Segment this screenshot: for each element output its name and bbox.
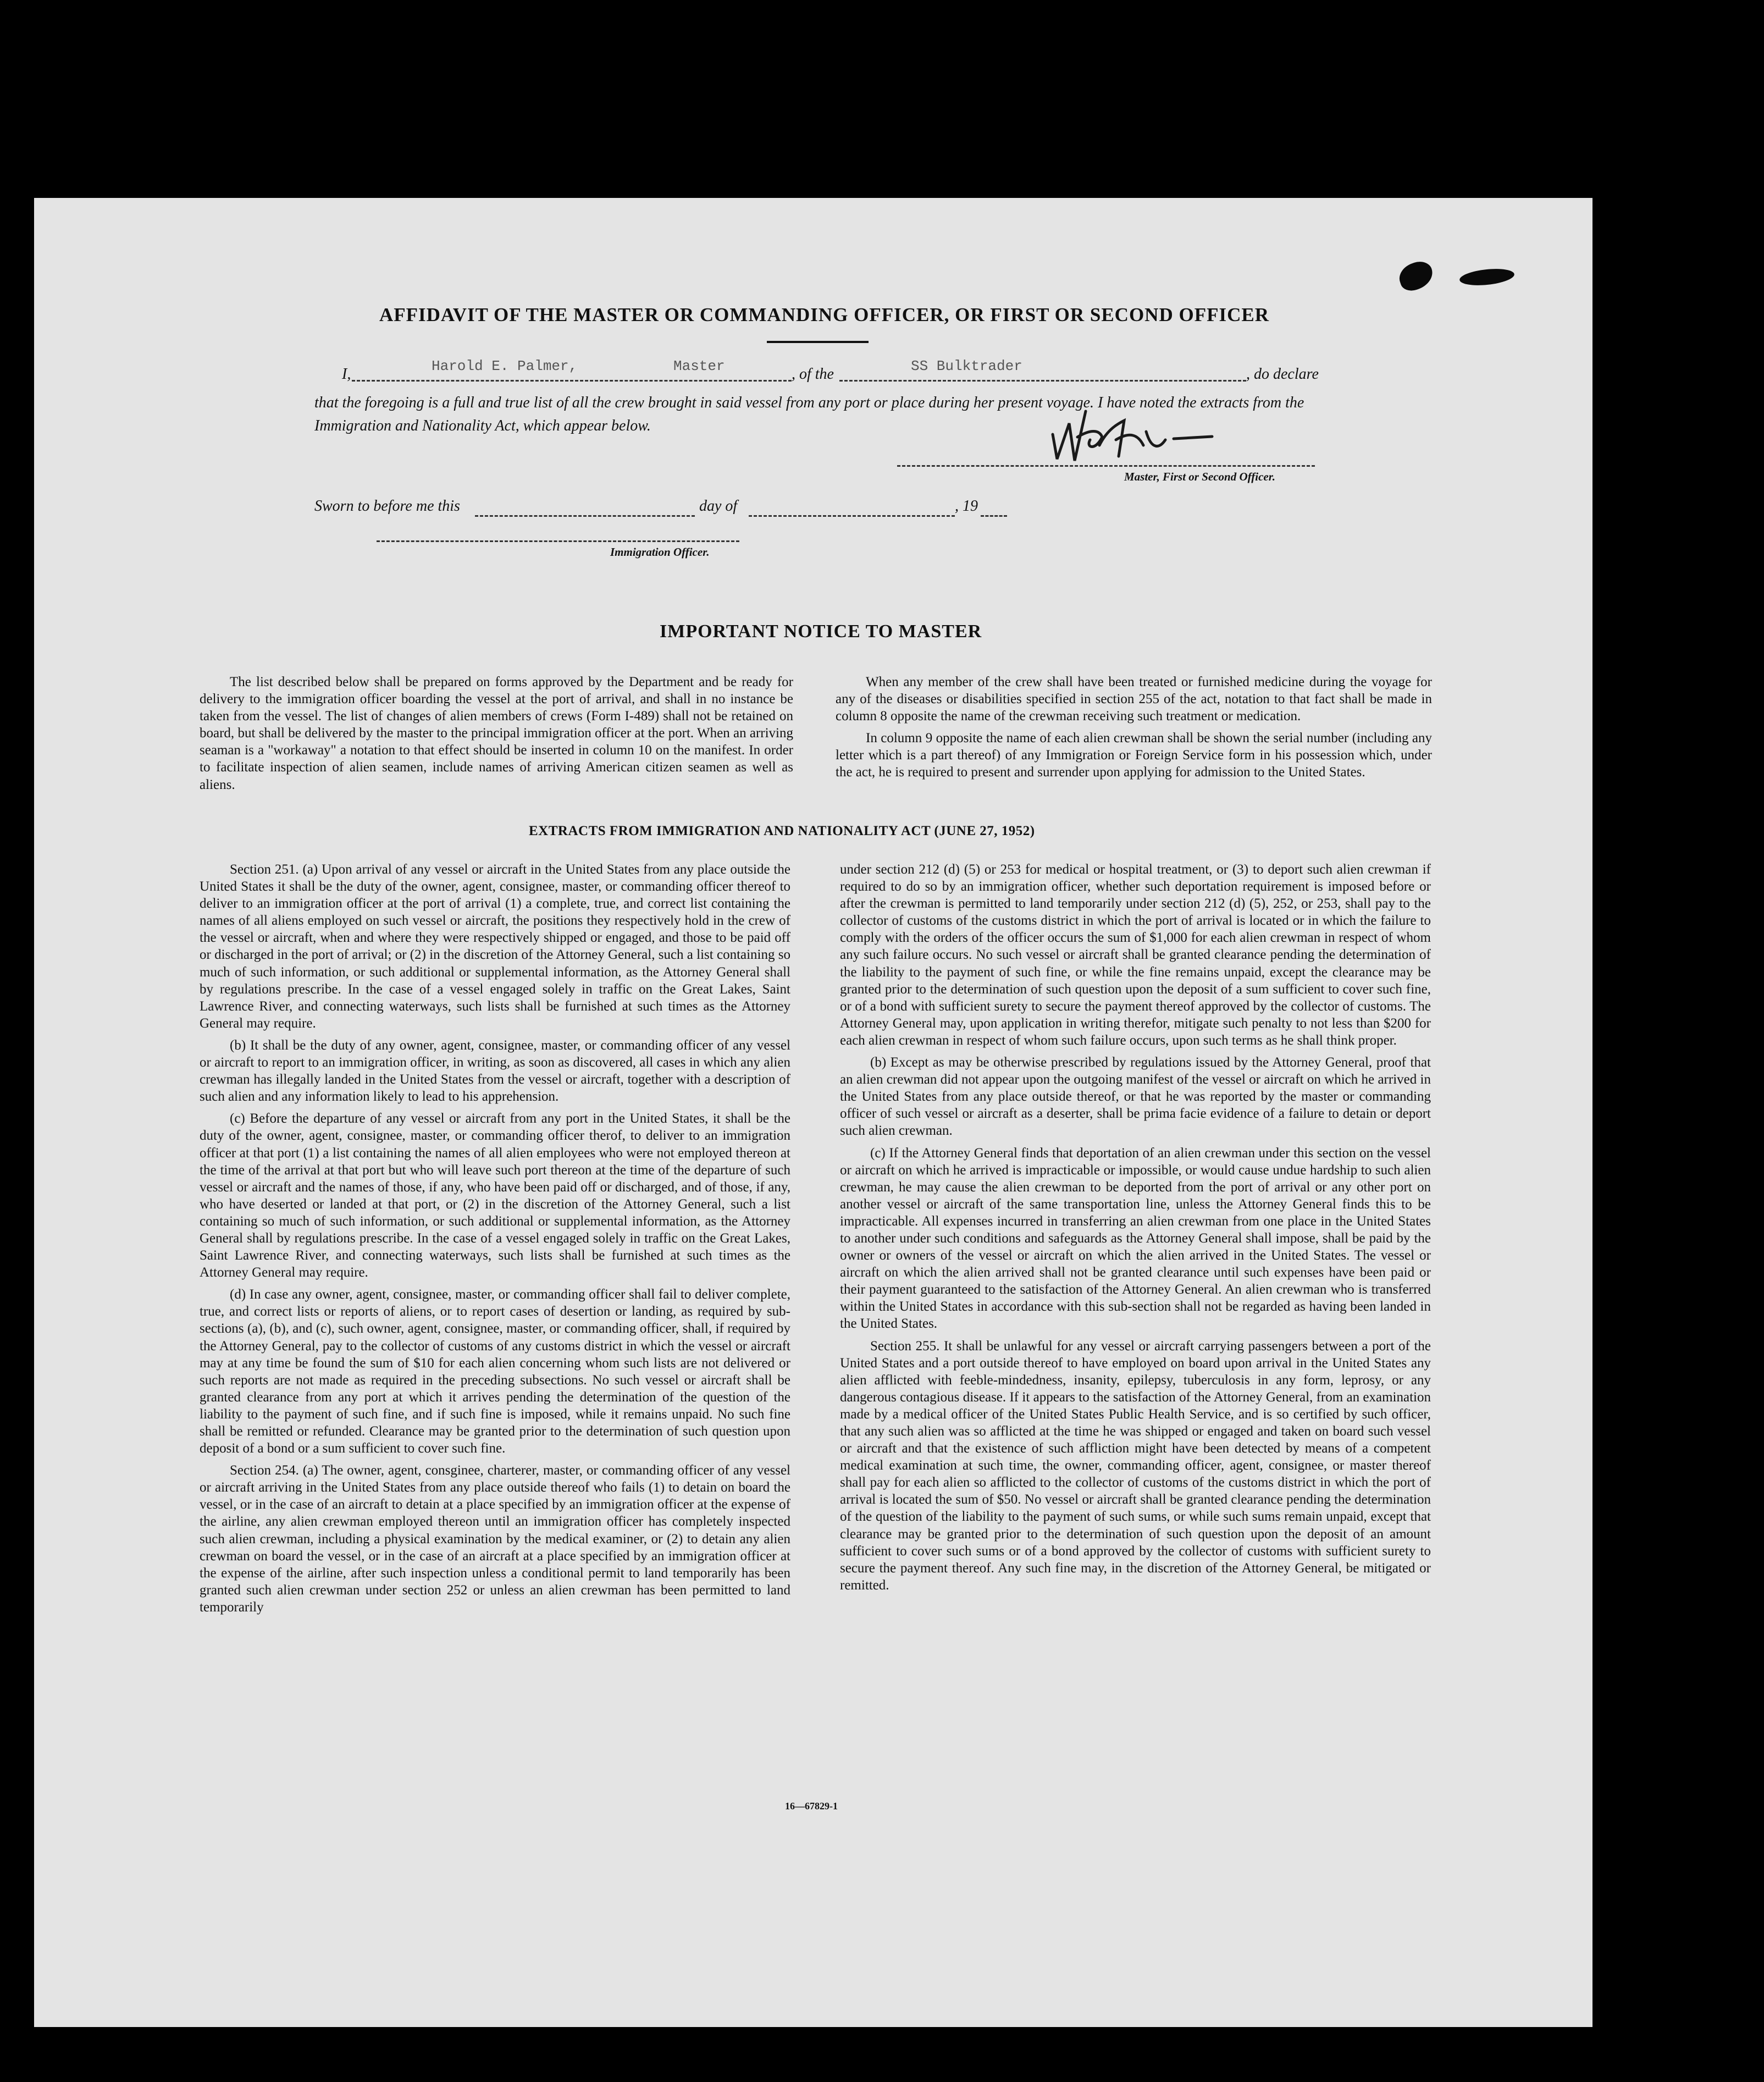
- section-paragraph: (b) It shall be the duty of any owner, agent, consignee, master, or commanding officer of any vessel or aircraft to report to an immigration officer, in writing, as soon as discovered, all cases in which any alien crewman has illegally landed in the United States from the vessel or aircraft, together with a description of such alien and any information likely to lead to his apprehension.: [200, 1037, 790, 1104]
- rank-value: Master: [673, 358, 725, 374]
- form-number: 16—67829-1: [785, 1801, 838, 1812]
- sworn-day-field[interactable]: [475, 495, 695, 517]
- vessel-value: SS Bulktrader: [911, 358, 1022, 374]
- notice-left-column: [200, 673, 793, 793]
- sworn-year-field[interactable]: [981, 495, 1007, 517]
- master-signature: [1047, 407, 1256, 467]
- title-underline: [767, 341, 869, 343]
- sworn-line: [314, 498, 1007, 520]
- declaration-text: that the foregoing is a full and true list of all the crew brought in said vessel from any port or place during her present voyage. I have noted the extracts from the Immigration and Nationality Act, which appear below.: [314, 394, 1304, 434]
- of-the-label: , of the: [792, 366, 834, 383]
- section-paragraph: (c) Before the departure of any vessel or aircraft from any port in the United States, it shall be the duty of the owner, agent, consignee, master, or commanding officer therof, to deliver to an immigration officer at that port (1) a list containing the names of all alien employees who were not employed thereon at the time of the arrival at that port but who will leave such port thereon at the time of the departure of such vessel or aircraft and the names of those, if any, who have been paid off or discharged, and of those, if any, who have deserted or landed at that port, or (2) in the discretion of the Attorney General, such a list containing so much of such information, or such additional or supplemental information, as the Attorney General shall by regulations prescribe. In the case of a vessel engaged solely in traffic on the Great Lakes, Saint Lawrence River, and connecting waterways, such lists shall be furnished at such times as the Attorney General may require.: [200, 1111, 790, 1280]
- name-field[interactable]: [352, 360, 792, 382]
- section-paragraph: Section 255. It shall be unlawful for any vessel or aircraft carrying passengers between a port of the United States and a port outside thereof to have employed on board upon arrival in the United States any alien afflicted with feeble-mindedness, insanity, epilepsy, tuberculosis in any form, leprosy, or any dangerous contagious disease. If it appears to the satisfaction of the Attorney General, from an examination made by a medical officer of the United States Public Health Service, and is so certified by such officer, that any such alien was so afflicted at the time he was shipped or engaged and taken on board such vessel or aircraft and that the existence of such affliction might have been detected by means of a competent medical examination at such time, the owner, commanding officer, agent, consignee, or master thereof shall pay for each alien so afflicted to the collector of customs of the customs district in which the port of arrival is located the sum of $50. No vessel or aircraft shall be granted clearance pending the determination of the question of the liability to the payment of such sums, or while such sums remain unpaid, except that clearance may be granted prior to the determination of such question upon the deposit of an amount sufficient to cover such sums or of a bond approved by the collector of customs with sufficient surety to secure the payment thereof. Any such fine may, in the discretion of the Attorney General, be mitigated or remitted.: [840, 1338, 1431, 1593]
- section-paragraph: under section 212 (d) (5) or 253 for medical or hospital treatment, or (3) to deport such alien crewman if required to do so by an immigration officer, whether such deportation requirement is imposed before or after the crewman is permitted to land temporarily under section 212 (d) (5), 252, or 253, shall pay to the collector of customs of the customs district in which the port of arrival is located or in which the failure to comply with the orders of the officer occurs the sum of $1,000 for each alien crewman in respect of whom any such failure occurs. No such vessel or aircraft shall be granted clearance pending the determination of the liability to the payment of such fine, or while the fine remains unpaid, except the clearance may be granted prior to the determination of such question upon the deposit of a sum sufficient to cover such fine, or of a bond with sufficient surety to secure the payment thereof approved by the collector of customs. The Attorney General may, upon application in writing therefor, mitigate such penalty to not less than $200 for each alien crewman in respect of whom such failure occurs, upon such terms as he shall think proper.: [840, 862, 1431, 1048]
- signature-line[interactable]: [897, 465, 1315, 467]
- sworn-month-field[interactable]: [749, 495, 955, 517]
- do-declare-label: , do declare: [1246, 366, 1319, 383]
- day-of-label: day of: [699, 498, 738, 515]
- notice-paragraph: In column 9 opposite the name of each alien crewman shall be shown the serial number (including any letter which is a part thereof) of any Immigration or Foreign Service form in his possession which, under the act, he is required to present and surrender upon applying for admission to the United States.: [836, 731, 1432, 780]
- year-prefix: , 19: [955, 498, 978, 515]
- signature-label: Master, First or Second Officer.: [1124, 470, 1275, 483]
- notice-paragraph: The list described below shall be prepared on forms approved by the Department and be ready for delivery to the immigration officer boarding the vessel at the port of arrival, and shall in no instance be taken from the vessel. The list of changes of alien members of crews (Form I-489) shall not be retained on board, but shall be delivered by the master to the principal immigration officer at the port. When an arriving seaman is a "workaway" a notation to that effect should be inserted in column 10 on the manifest. In order to facilitate inspection of alien seamen, include names of arriving American citizen seamen as well as aliens.: [200, 675, 793, 792]
- section-paragraph: Section 251. (a) Upon arrival of any vessel or aircraft in the United States from any place outside the United States it shall be the duty of the owner, agent, consignee, master, or commanding officer thereof to deliver to an immigration officer at the port of arrival (1) a complete, true, and correct list containing the names of all aliens employed on such vessel or aircraft, the positions they respectively hold in the crew of the vessel or aircraft, when and where they were respectively shipped or engaged, and those to be paid off or discharged in the port of arrival; or (2) in the discretion of the Attorney General, such a list containing so much of such information, or such additional or supplemental information, as the Attorney General shall by regulations prescribe. In the case of a vessel engaged solely in traffic on the Great Lakes, Saint Lawrence River, and connecting waterways, such lists shall be furnished at such times as the Attorney General may require.: [200, 862, 790, 1031]
- extracts-title: EXTRACTS FROM IMMIGRATION AND NATIONALITY ACT (JUNE 27, 1952): [529, 824, 1035, 838]
- affidavit-title: AFFIDAVIT OF THE MASTER OR COMMANDING OFFICER, OR FIRST OR SECOND OFFICER: [379, 304, 1269, 325]
- extracts-left-column: [200, 861, 790, 1616]
- name-value: Harold E. Palmer,: [432, 358, 578, 374]
- extracts-right-column: [840, 861, 1431, 1594]
- vessel-field[interactable]: [839, 360, 1246, 382]
- i-prefix: I,: [342, 366, 351, 383]
- immigration-officer-line[interactable]: [377, 540, 739, 542]
- sworn-prefix: Sworn to before me this: [314, 498, 460, 515]
- declaration-line: [342, 360, 1326, 383]
- section-paragraph: (d) In case any owner, agent, consignee, master, or commanding officer shall fail to deliver complete, true, and correct lists or reports of aliens, or to report cases of desertion or landing, as required by sub-sections (a), (b), and (c), such owner, agent, consignee, master, or commanding officer, shall, if required by the Attorney General, pay to the collector of customs of any customs district in which the vessel or aircraft may at any time be found the sum of $10 for each alien concerning whom such lists are not delivered or such reports are not made as required in the preceding subsections. No such vessel or aircraft shall be granted clearance from any port at which it arrives pending the determination of the question of the liability to the payment of such fine, and if such fine is imposed, while it remains unpaid. No such fine shall be remitted or refunded. Clearance may be granted prior to the determination of such question upon deposit of a bond or a sum sufficient to cover such fine.: [200, 1287, 790, 1456]
- notice-paragraph: When any member of the crew shall have been treated or furnished medicine during the voyage for any of the diseases or disabilities specified in section 255 of the act, notation to that fact shall be made in column 8 opposite the name of the crewman receiving such treatment or medication.: [836, 675, 1432, 724]
- immigration-officer-label: Immigration Officer.: [610, 545, 710, 559]
- section-paragraph: Section 254. (a) The owner, agent, consginee, charterer, master, or commanding officer of any vessel or aircraft arriving in the United States from any place outside thereof who fails (1) to detain on board the vessel, or in the case of an aircraft to detain at a place specified by an immigration officer at the expense of the airline, any alien crewman employed thereon until an immigration officer has completely inspected such alien crewman, including a physical examination by the medical examiner, or (2) to detain any alien crewman on board the vessel, or in the case of an aircraft at a place specified by an immigration officer at the expense of the airline, after such inspection unless a conditional permit to land temporarily has been granted such alien crewman under section 252 or unless an alien crewman has been permitted to land temporarily: [200, 1463, 790, 1615]
- notice-title: IMPORTANT NOTICE TO MASTER: [660, 621, 982, 642]
- section-paragraph: (c) If the Attorney General finds that deportation of an alien crewman under this section on the vessel or aircraft on which he arrived is impracticable or impossible, or would cause undue hardship to such alien crewman, he may cause the alien crewman to be deported from the port of arrival or any other port on another vessel or aircraft of the same transportation line, unless the Attorney General finds this to be impracticable. All expenses incurred in transferring an alien crewman from one place in the United States to another under such conditions and safeguards as the Attorney General shall impose, shall be paid by the owner or owners of the vessel or aircraft on which the alien arrived in the United States. The vessel or aircraft on which the alien arrived shall not be granted clearance until such expenses have been paid or their payment guaranteed to the satisfaction of the Attorney General. An alien crewman who is transferred within the United States in accordance with this sub-section shall not be regarded as having been landed in the United States.: [840, 1145, 1431, 1332]
- section-paragraph: (b) Except as may be otherwise prescribed by regulations issued by the Attorney General, proof that an alien crewman did not appear upon the outgoing manifest of the vessel or aircraft on which he arrived in the United States from any place outside thereof, or that he was reported by the master or commanding officer of such vessel or aircraft as a deserter, shall be prima facie evidence of a failure to detain or deport such alien crewman.: [840, 1055, 1431, 1139]
- notice-right-column: [836, 673, 1432, 781]
